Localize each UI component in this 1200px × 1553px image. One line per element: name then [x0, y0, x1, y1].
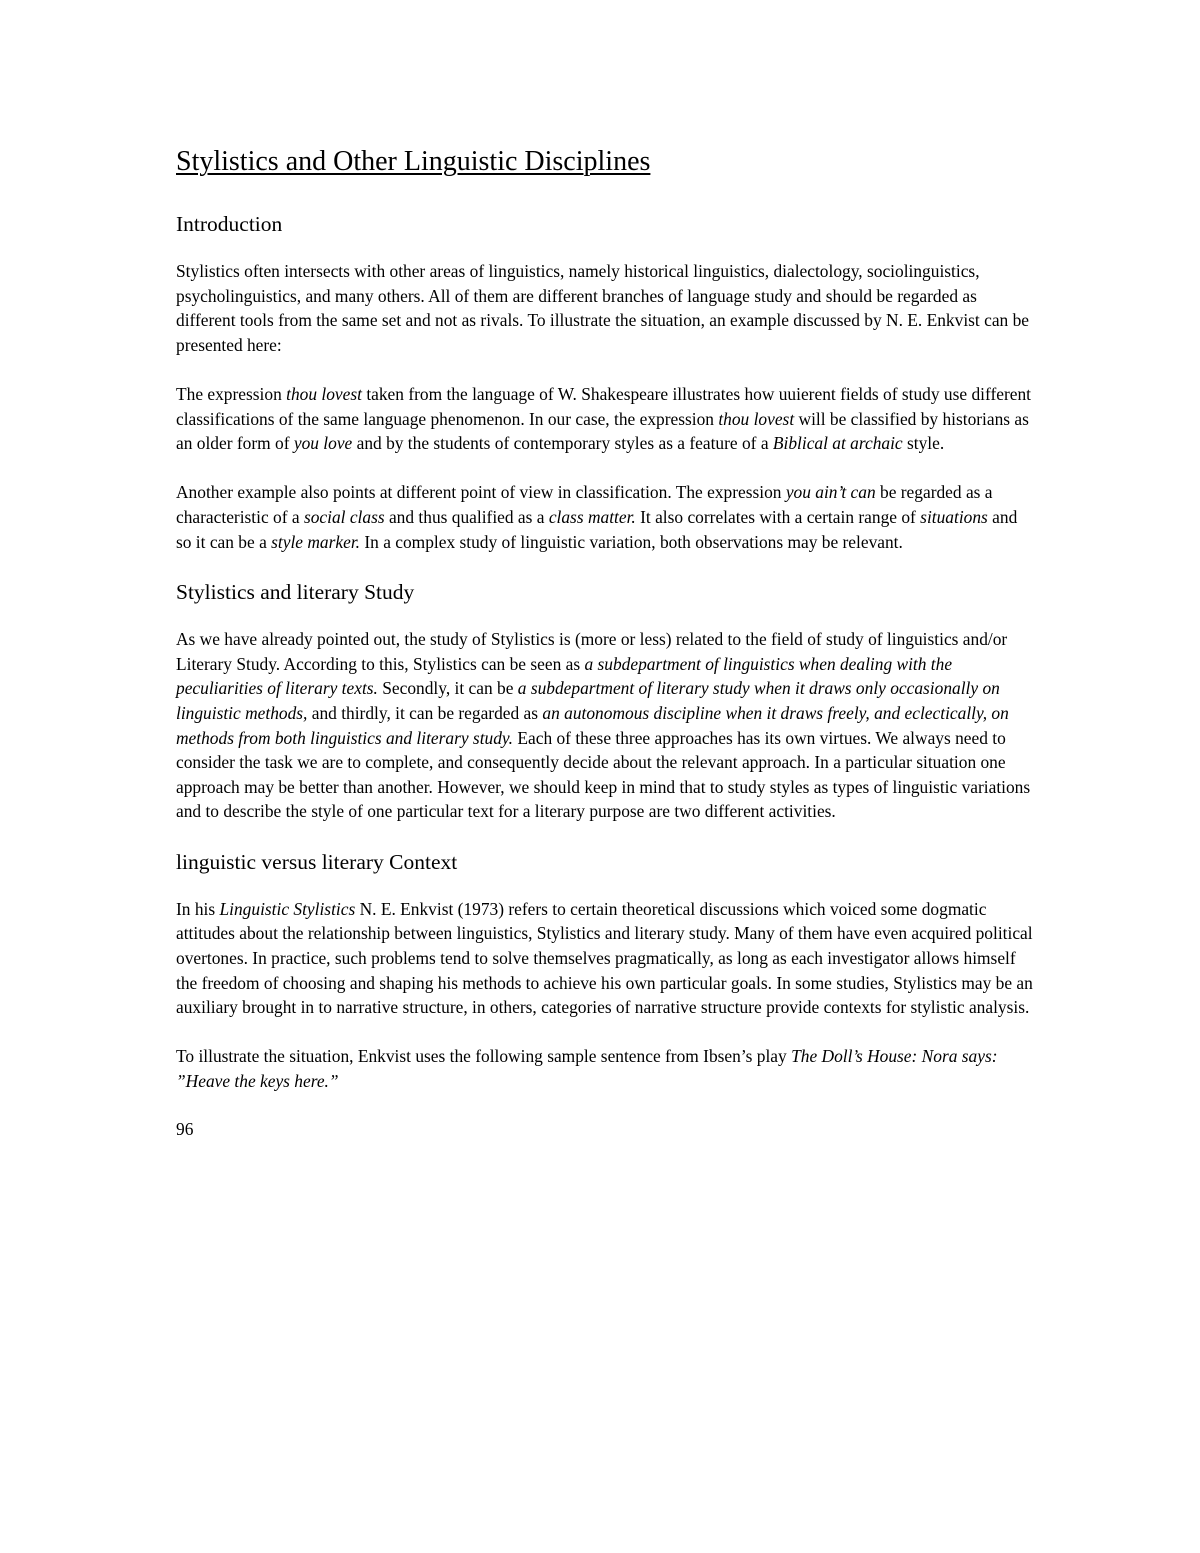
text-run: and thirdly, it can be regarded as [307, 702, 543, 723]
paragraph [176, 259, 1036, 357]
text-run: In his [176, 898, 220, 919]
spacer [176, 357, 1036, 382]
italic-text: social class [303, 506, 385, 527]
spacer [176, 184, 1036, 209]
section-heading: Introduction [176, 212, 283, 236]
text-run: N. E. Enkvist (1973) refers to certain theoretical discussions which voiced some dogmatic attitudes about the relationship between linguistics, Stylistics and literary study. Many of them have even acquired political overtones. In practice, such problems tend to solve themselves pragmatically, as long as each investigator allows himself the freedom of choosing and shaping his methods to achieve his own particular goals. In some studies, Stylistics may be an auxiliary brought in to narrative structure, in others, categories of narrative structure provide contexts for stylistic analysis. [176, 898, 1033, 1018]
text-run: In a complex study of linguistic variation, both observations may be relevant. [360, 531, 903, 552]
italic-text: thou lovest [286, 383, 362, 404]
italic-text: The Doll’s House: Nora says: ”Heave the keys here.” [176, 1046, 998, 1092]
text-run: Each of these three approaches has its own virtues. We always need to consider the task we are to complete, and consequently decide about the relevant approach. In a particular situation one approach may be better than another. However, we should keep in mind that to study styles as types of linguistic variations and to describe the style of one particular text for a literary purpose are two different activities. [176, 727, 1031, 822]
text-run: taken from the language of W. Shakespeare illustrates how uuierent fields of study use different classifications of the same language phenomenon. In our case, the expression [176, 383, 1031, 429]
section-heading: linguistic versus literary Context [176, 849, 458, 874]
text-run: and so it can be a [176, 506, 1018, 552]
italic-text: you ain’t can [785, 482, 876, 503]
text-run: style. [902, 433, 945, 454]
spacer [176, 239, 1036, 259]
section-heading: Stylistics and literary Study [176, 580, 415, 605]
italic-text: situations [920, 506, 988, 527]
text-run: will be classified by historians as an older form of [176, 408, 1029, 454]
italic-text: an autonomous discipline when it draws freely, and eclectically, on methods from both linguistics and literary study. [176, 702, 1009, 748]
text-run: It also correlates with a certain range of [635, 506, 921, 527]
paragraph [176, 382, 1036, 456]
paragraph [176, 897, 1036, 1020]
italic-text: you love [293, 433, 353, 454]
italic-text: a subdepartment of literary study when it draws only occasionally on linguistic methods, [176, 678, 1000, 723]
italic-text: class matter. [548, 506, 636, 527]
text-run: The expression [176, 383, 287, 404]
text-run: and thus qualified as a [384, 506, 549, 527]
text-run: be regarded as a characteristic of a [176, 482, 993, 527]
spacer [176, 877, 1036, 897]
text-run: and by the students of contemporary styles as a feature of a [352, 433, 773, 454]
italic-text: Linguistic Stylistics [219, 898, 356, 919]
italic-text: Biblical at archaic [772, 433, 903, 454]
italic-text: a subdepartment of linguistics when dealing with the peculiarities of literary texts. [176, 653, 953, 699]
document-title: Stylistics and Other Linguistic Disciplines [176, 146, 651, 177]
paragraph [176, 480, 1036, 554]
text-run: Stylistics often intersects with other areas of linguistics, namely historical linguistics, dialectology, sociolinguistics, psycholinguistics, and many others. All of them are different branches of language study and should be regarded as different tools from the same set and not as rivals. To illustrate the situation, an example discussed by N. E. Enkvist can be presented here: [176, 261, 1029, 355]
spacer [176, 1020, 1036, 1045]
document-page [176, 140, 1036, 1141]
spacer [176, 607, 1036, 627]
page-number: 96 [176, 1118, 194, 1139]
paragraph [176, 627, 1036, 824]
italic-text: style marker. [271, 531, 361, 552]
italic-text: thou lovest [718, 408, 795, 429]
spacer [176, 824, 1036, 847]
text-run: Another example also points at different point of view in classification. The expression [176, 482, 786, 503]
spacer [176, 1094, 1036, 1117]
sections-container [176, 209, 1036, 1094]
text-run: As we have already pointed out, the study of Stylistics is (more or less) related to the field of study of linguistics and/or Literary Study. According to this, Stylistics can be seen as [176, 629, 1008, 674]
spacer [176, 554, 1036, 577]
paragraph [176, 1044, 1036, 1093]
text-run: Secondly, it can be [377, 678, 518, 699]
spacer [176, 456, 1036, 481]
text-run: To illustrate the situation, Enkvist uses the following sample sentence from Ibsen’s play [176, 1046, 792, 1067]
